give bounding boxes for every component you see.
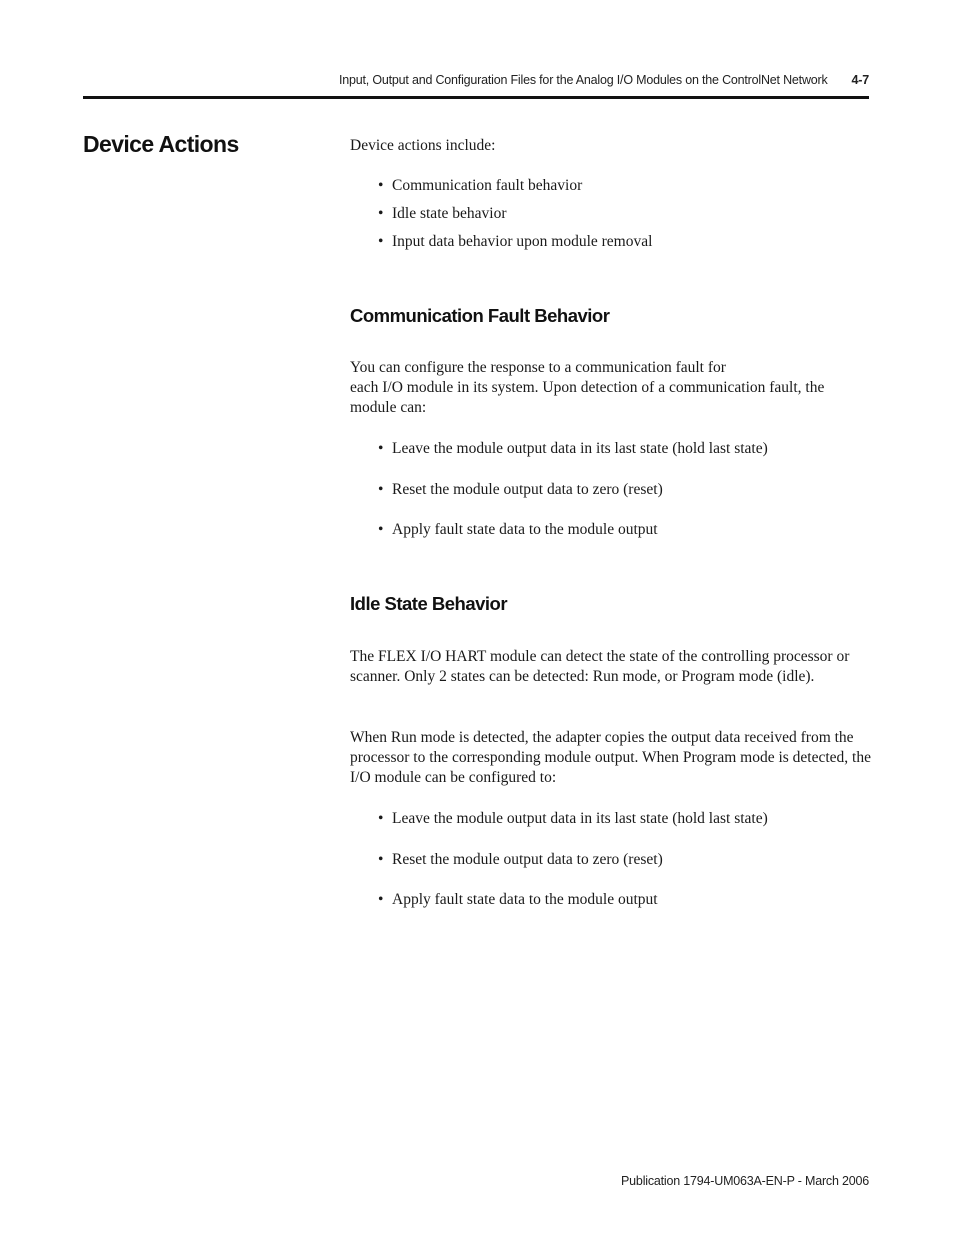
bullet-icon: • <box>378 891 384 908</box>
bullet-icon: • <box>378 521 384 538</box>
comm-fault-paragraph-rest: each I/O module in its system. Upon detection of a communication fault, the module can: <box>350 379 825 416</box>
running-header <box>83 73 869 87</box>
list-item: • Apply fault state data to the module output <box>378 891 658 908</box>
list-item: • Idle state behavior <box>378 205 507 222</box>
bullet-icon: • <box>378 233 384 250</box>
list-item: • Communication fault behavior <box>378 177 583 194</box>
bullet-icon: • <box>378 177 384 194</box>
header-title: Input, Output and Configuration Files for the Analog I/O Modules on the ControlNet Network <box>339 73 828 87</box>
section-intro: Device actions include: <box>350 137 496 154</box>
idle-state-heading: Idle State Behavior <box>350 593 508 614</box>
header-rule <box>83 96 869 99</box>
comm-fault-paragraph <box>350 358 872 418</box>
idle-state-paragraph-2: When Run mode is detected, the adapter copies the output data received from the processor to the corresponding module output. When Program mode is detected, the I/O module can be configured to: <box>350 729 871 786</box>
list-item: • Input data behavior upon module removal <box>378 233 653 250</box>
idle-state-paragraph-1: The FLEX I/O HART module can detect the state of the controlling processor or scanner. Only 2 states can be detected: Run mode, or Program mode (idle). <box>350 648 850 685</box>
bullet-icon: • <box>378 810 384 827</box>
list-item: • Reset the module output data to zero (reset) <box>378 851 663 868</box>
bullet-icon: • <box>378 440 384 457</box>
bullet-icon: • <box>378 481 384 498</box>
section-title: Device Actions <box>83 131 239 157</box>
bullet-icon: • <box>378 205 384 222</box>
page-number: 4-7 <box>851 73 869 87</box>
bullet-icon: • <box>378 851 384 868</box>
publication-footer: Publication 1794-UM063A-EN-P - March 2006 <box>621 1174 869 1188</box>
comm-fault-paragraph-line1: You can configure the response to a communication fault for <box>350 359 726 376</box>
list-item: • Leave the module output data in its last state (hold last state) <box>378 440 768 457</box>
list-item: • Reset the module output data to zero (reset) <box>378 481 663 498</box>
comm-fault-heading: Communication Fault Behavior <box>350 305 610 326</box>
list-item: • Apply fault state data to the module output <box>378 521 658 538</box>
list-item: • Leave the module output data in its last state (hold last state) <box>378 810 768 827</box>
